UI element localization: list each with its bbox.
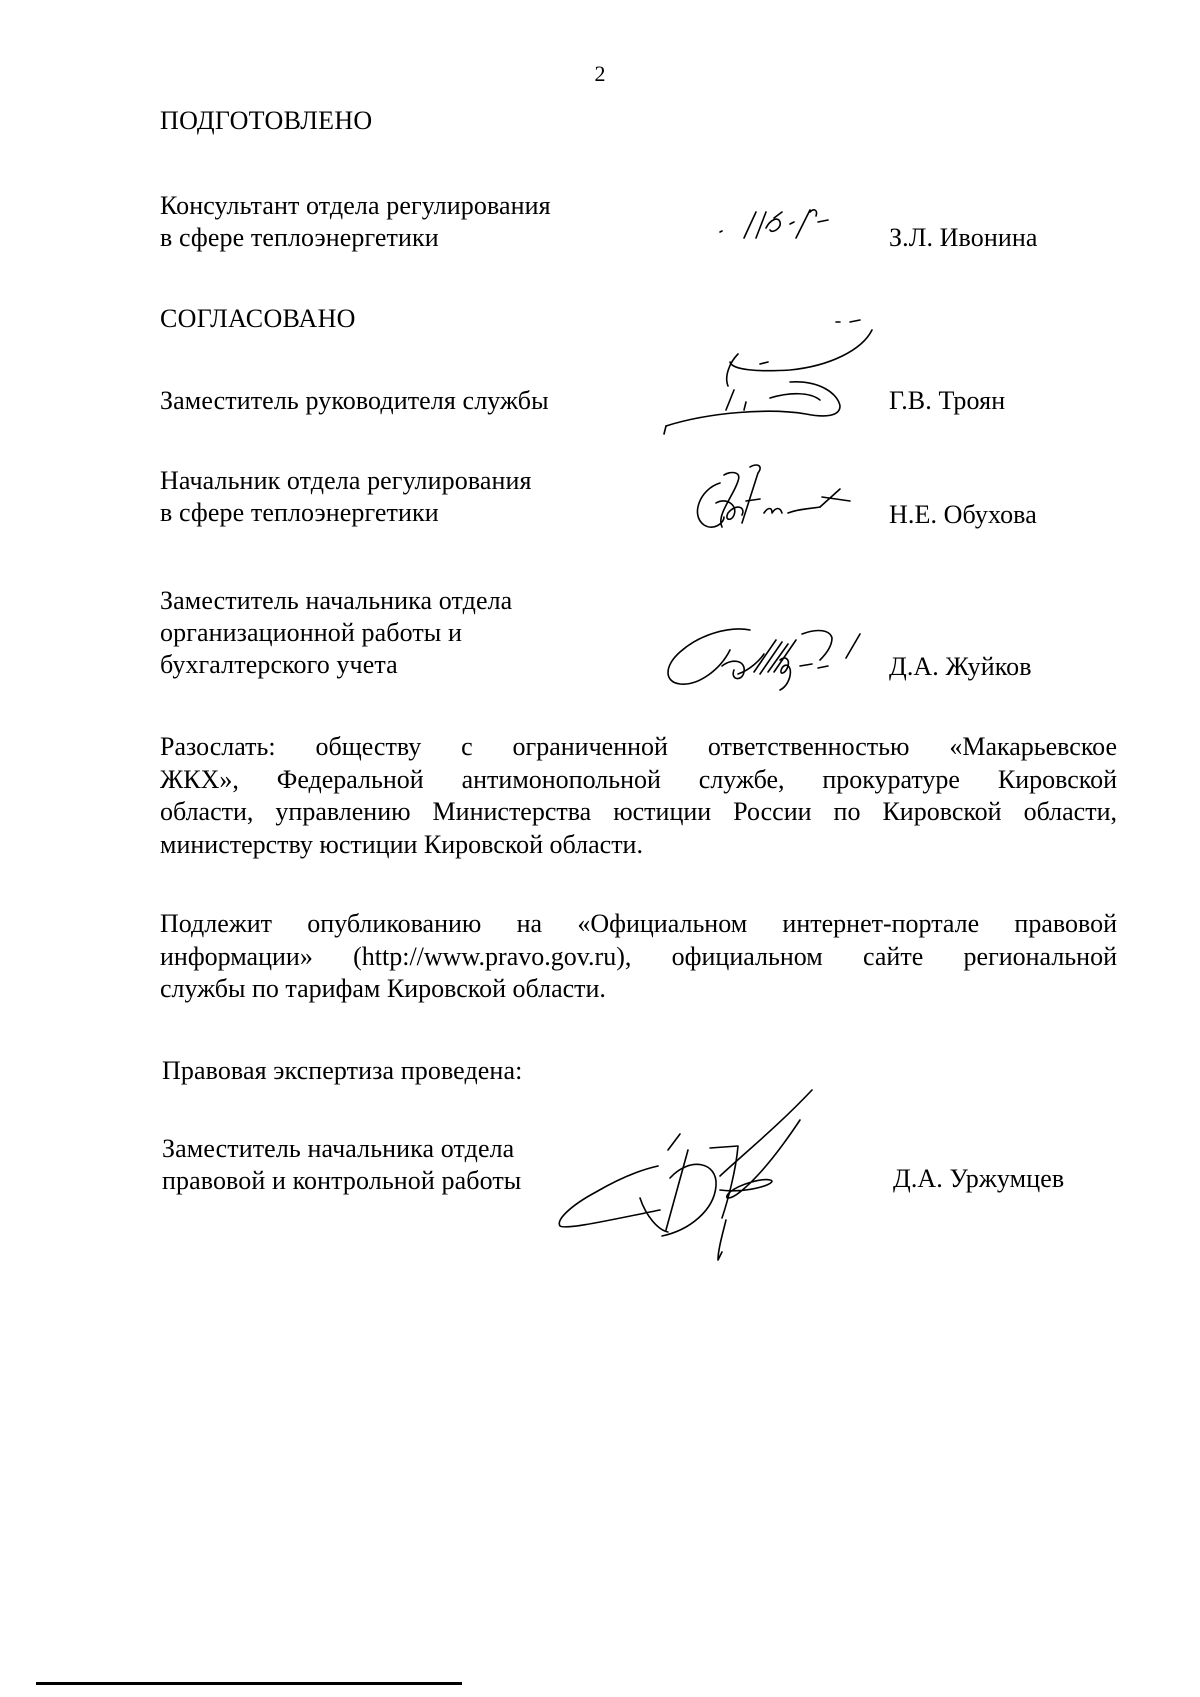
- role-line: Заместитель руководителя службы: [160, 386, 549, 415]
- publication-paragraph: [160, 908, 1117, 1006]
- role-line: в сфере теплоэнергетики: [160, 223, 439, 252]
- signer-role: [160, 465, 532, 529]
- signer-name: Д.А. Жуйков: [889, 652, 1032, 681]
- paragraph-line: Подлежит опубликованию на «Официальном интернет-портале правовой: [160, 909, 1117, 938]
- signature-obukhova: [680, 455, 870, 545]
- signer-name: Г.В. Троян: [889, 386, 1006, 415]
- role-line: Начальник отдела регулирования: [160, 466, 532, 495]
- role-line: организационной работы и: [160, 618, 462, 647]
- role-line: Заместитель начальника отдела: [160, 586, 513, 615]
- signature-ivonina: [700, 198, 860, 258]
- paragraph-line: ЖКХ», Федеральной антимонопольной службе, прокуратуре Кировской: [160, 764, 1117, 794]
- role-line: правовой и контрольной работы: [162, 1166, 522, 1195]
- legal-review-heading: Правовая экспертиза проведена:: [162, 1056, 523, 1085]
- paragraph-line: Разослать: обществу с ограниченной ответственностью «Макарьевское: [160, 732, 1117, 761]
- role-line: в сфере теплоэнергетики: [160, 498, 439, 527]
- legal-review-name: Д.А. Уржумцев: [893, 1164, 1065, 1193]
- paragraph-line: службы по тарифам Кировской области.: [160, 974, 606, 1003]
- prepared-role: [160, 190, 551, 254]
- signer-role: [160, 385, 549, 417]
- approved-heading: СОГЛАСОВАНО: [160, 304, 356, 333]
- signer-name: Н.Е. Обухова: [889, 500, 1037, 529]
- role-line: бухгалтерского учета: [160, 650, 398, 679]
- signature-zhuykov: [650, 610, 890, 700]
- distribution-paragraph: [160, 731, 1117, 861]
- legal-review-role: [162, 1133, 521, 1197]
- signer-role: [160, 585, 512, 681]
- paragraph-line: области, управлению Министерства юстиции России по Кировской области,: [160, 797, 1117, 826]
- page-number: 2: [594, 61, 606, 86]
- bottom-rule: [36, 1682, 462, 1685]
- signature-urzhumtsev: [550, 1080, 900, 1280]
- prepared-heading: ПОДГОТОВЛЕНО: [160, 106, 373, 135]
- prepared-name: З.Л. Ивонина: [889, 223, 1038, 252]
- signature-troyan: [650, 310, 890, 460]
- paragraph-line: министерству юстиции Кировской области.: [160, 829, 643, 859]
- role-line: Консультант отдела регулирования: [160, 191, 551, 220]
- paragraph-line: информации» (http://www.pravo.gov.ru), официальном сайте региональной: [160, 941, 1117, 971]
- role-line: Заместитель начальника отдела: [162, 1134, 515, 1163]
